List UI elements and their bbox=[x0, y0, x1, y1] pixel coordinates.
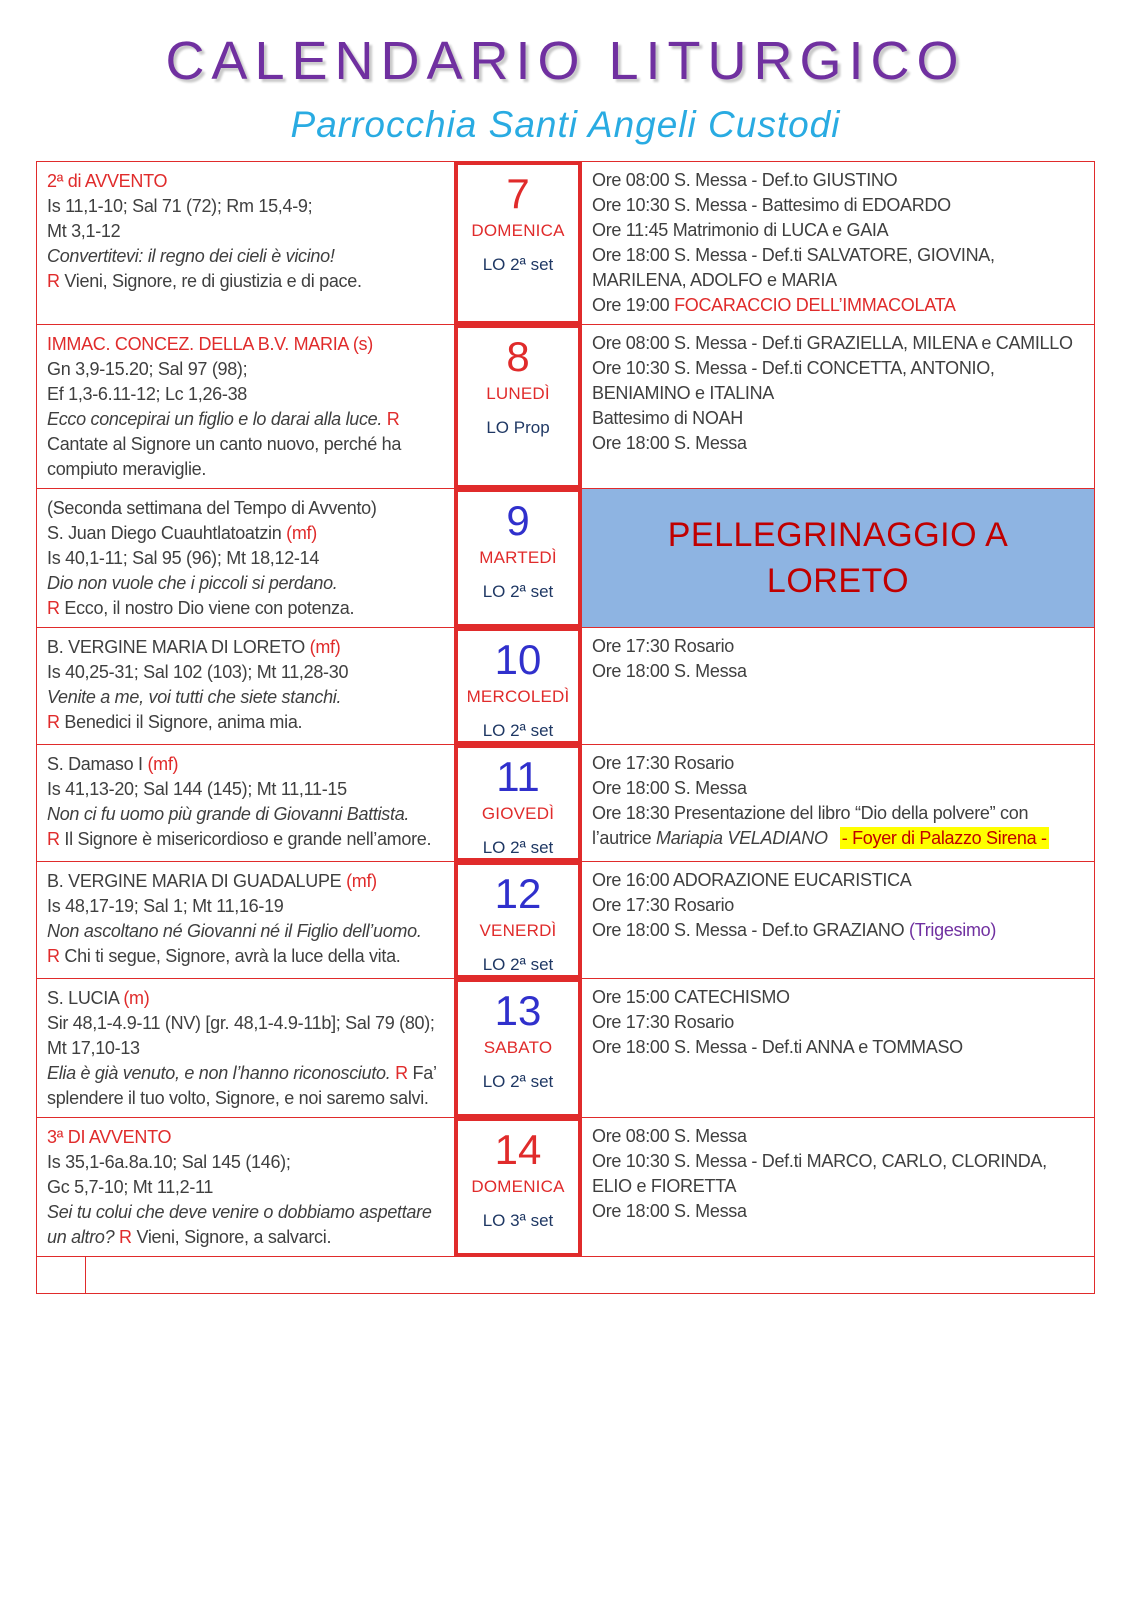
text-segment: Is 41,13-20; Sal 144 (145); Mt 11,11-15 bbox=[47, 779, 347, 799]
event-line bbox=[592, 659, 1090, 684]
liturgy-line bbox=[47, 1175, 448, 1200]
liturgy-line bbox=[47, 194, 448, 219]
liturgy-line bbox=[47, 752, 448, 777]
weekday-label: VENERDÌ bbox=[479, 921, 557, 940]
parish-subtitle: Parrocchia Santi Angeli Custodi bbox=[290, 104, 841, 145]
text-segment: Non ascoltano né Giovanni né il Figlio dell’uomo. bbox=[47, 921, 422, 941]
events-cell bbox=[582, 978, 1095, 1118]
liturgy-line bbox=[47, 660, 448, 685]
text-segment: R bbox=[47, 598, 60, 618]
text-segment: Sir 48,1-4.9-11 (NV) [gr. 48,1-4.9-11b]; Sal 79 (80); bbox=[47, 1013, 435, 1033]
location-highlight: - Foyer di Palazzo Sirena - bbox=[841, 828, 1047, 848]
liturgy-line bbox=[47, 357, 448, 382]
event-line bbox=[592, 1199, 1090, 1224]
day-number: 8 bbox=[506, 333, 530, 380]
day-cell bbox=[454, 627, 582, 745]
weekday-label: SABATO bbox=[483, 1038, 553, 1057]
liturgy-cell bbox=[36, 978, 454, 1118]
liturgy-line bbox=[47, 496, 448, 521]
liturgy-line bbox=[47, 919, 448, 944]
text-segment: Is 40,25-31; Sal 102 (103); Mt 11,28-30 bbox=[47, 662, 349, 682]
text-segment: Mt 17,10-13 bbox=[47, 1038, 140, 1058]
event-line bbox=[592, 1035, 1090, 1060]
weekday-label: GIOVEDÌ bbox=[481, 804, 555, 823]
event-line bbox=[592, 1010, 1090, 1035]
lo-label: LO 2ª set bbox=[482, 955, 554, 974]
day-cell bbox=[454, 978, 582, 1118]
text-segment: B. VERGINE MARIA DI LORETO bbox=[47, 637, 310, 657]
text-segment: R bbox=[47, 946, 60, 966]
liturgy-cell bbox=[36, 861, 454, 979]
text-segment: (mf) bbox=[346, 871, 377, 891]
liturgy-line bbox=[47, 894, 448, 919]
liturgy-cell bbox=[36, 744, 454, 862]
text-segment: Is 48,17-19; Sal 1; Mt 11,16-19 bbox=[47, 896, 284, 916]
liturgy-line bbox=[47, 1200, 448, 1250]
lo-label: LO 2ª set bbox=[482, 721, 554, 740]
liturgy-line bbox=[47, 986, 448, 1011]
liturgy-line bbox=[47, 269, 448, 294]
text-segment: Ore 15:00 CATECHISMO bbox=[592, 987, 790, 1007]
liturgy-line bbox=[47, 407, 448, 482]
liturgy-line bbox=[47, 571, 448, 596]
weekday-label: MARTEDÌ bbox=[479, 548, 557, 567]
calendar-row-day-12 bbox=[36, 861, 1095, 979]
event-line bbox=[592, 293, 1090, 318]
text-segment: Ore 10:30 S. Messa - Def.ti CONCETTA, ANTONIO, BENIAMINO e ITALINA bbox=[592, 358, 995, 403]
liturgy-cell bbox=[36, 161, 454, 325]
event-line bbox=[592, 751, 1090, 776]
page-header bbox=[0, 0, 1131, 146]
event-line bbox=[592, 356, 1090, 406]
liturgy-line bbox=[47, 244, 448, 269]
liturgy-line bbox=[47, 685, 448, 710]
liturgy-line bbox=[47, 332, 448, 357]
day-number: 13 bbox=[494, 987, 542, 1034]
day-number: 12 bbox=[494, 870, 542, 917]
event-line bbox=[592, 918, 1090, 943]
weekday-label: DOMENICA bbox=[471, 1177, 565, 1196]
text-segment: Chi ti segue, Signore, avrà la luce della vita. bbox=[59, 946, 401, 966]
liturgy-line bbox=[47, 869, 448, 894]
events-cell bbox=[582, 161, 1095, 325]
liturgy-line bbox=[47, 546, 448, 571]
text-segment: (mf) bbox=[309, 637, 341, 657]
text-segment: R bbox=[390, 1063, 408, 1083]
liturgy-cell bbox=[36, 488, 454, 628]
calendar-row-day-9 bbox=[36, 488, 1095, 628]
liturgy-cell bbox=[36, 627, 454, 745]
lo-label: LO 2ª set bbox=[482, 582, 554, 601]
day-number: 10 bbox=[494, 636, 542, 683]
liturgy-line bbox=[47, 635, 448, 660]
text-segment: Ore 18:00 S. Messa - Def.ti SALVATORE, GIOVINA, MARILENA, ADOLFO e MARIA bbox=[592, 245, 995, 290]
calendar-row-day-10 bbox=[36, 627, 1095, 745]
day-cell bbox=[454, 488, 582, 628]
weekday-label: MERCOLEDÌ bbox=[466, 687, 570, 706]
text-segment: B. VERGINE MARIA DI GUADALUPE bbox=[47, 871, 347, 891]
calendar-row-day-13 bbox=[36, 978, 1095, 1118]
text-segment: Ore 08:00 S. Messa bbox=[592, 1126, 747, 1146]
text-segment: Gc 5,7-10; Mt 11,2-11 bbox=[47, 1177, 214, 1197]
calendar-row-day-8 bbox=[36, 324, 1095, 489]
day-cell bbox=[454, 861, 582, 979]
liturgy-cell bbox=[36, 324, 454, 489]
event-line bbox=[592, 243, 1090, 293]
text-segment: Ore 18:00 S. Messa bbox=[592, 778, 747, 798]
text-segment: Is 35,1-6a.8a.10; Sal 145 (146); bbox=[47, 1152, 291, 1172]
text-segment: Is 40,1-11; Sal 95 (96); Mt 18,12-14 bbox=[47, 548, 320, 568]
text-segment: R bbox=[47, 829, 60, 849]
text-segment: Ore 10:30 S. Messa - Battesimo di EDOARDO bbox=[592, 195, 951, 215]
liturgy-line bbox=[47, 944, 448, 969]
text-segment: Ore 18:30 Presentazione del libro “Dio della polvere” con l’autrice bbox=[592, 803, 1029, 848]
text-segment: Ore 16:00 ADORAZIONE EUCARISTICA bbox=[592, 870, 912, 890]
event-line bbox=[592, 406, 1090, 431]
text-segment: S. Damaso I bbox=[47, 754, 148, 774]
text-segment: 3ª DI AVVENTO bbox=[47, 1127, 172, 1147]
lo-label: LO 2ª set bbox=[482, 838, 554, 857]
liturgy-line bbox=[47, 802, 448, 827]
banner-line: PELLEGRINAGGIO A bbox=[667, 516, 1009, 554]
text-segment: Battesimo di NOAH bbox=[592, 408, 743, 428]
events-cell bbox=[582, 324, 1095, 489]
footer-cell-large bbox=[86, 1256, 1095, 1294]
calendar-row-day-7 bbox=[36, 161, 1095, 325]
liturgy-line bbox=[47, 710, 448, 735]
text-segment: Ore 10:30 S. Messa - Def.ti MARCO, CARLO, CLORINDA, ELIO e FIORETTA bbox=[592, 1151, 1047, 1196]
text-segment: Ecco, il nostro Dio viene con potenza. bbox=[59, 598, 355, 618]
text-segment: Is 11,1-10; Sal 71 (72); Rm 15,4-9; bbox=[47, 196, 313, 216]
event-line bbox=[592, 634, 1090, 659]
liturgy-line bbox=[47, 596, 448, 621]
liturgy-line bbox=[47, 521, 448, 546]
events-cell bbox=[582, 744, 1095, 862]
text-segment: Dio non vuole che i piccoli si perdano. bbox=[47, 573, 338, 593]
event-line bbox=[592, 331, 1090, 356]
text-segment: R bbox=[114, 1227, 132, 1247]
text-segment: (mf) bbox=[147, 754, 179, 774]
text-segment: R bbox=[382, 409, 400, 429]
text-segment: (m) bbox=[123, 988, 150, 1008]
liturgy-line bbox=[47, 382, 448, 407]
text-segment: Ore 18:00 S. Messa - Def.to GRAZIANO bbox=[592, 920, 910, 940]
text-segment: FOCARACCIO DELL’IMMACOLATA bbox=[674, 295, 956, 315]
text-segment: Ore 18:00 S. Messa - Def.ti ANNA e TOMMASO bbox=[592, 1037, 963, 1057]
text-segment: S. Juan Diego Cuauhtlatoatzin bbox=[47, 523, 287, 543]
liturgy-line bbox=[47, 169, 448, 194]
text-segment: Il Signore è misericordioso e grande nell’amore. bbox=[59, 829, 432, 849]
text-segment: Benedici il Signore, anima mia. bbox=[59, 712, 303, 732]
event-line bbox=[592, 985, 1090, 1010]
text-segment: Vieni, Signore, re di giustizia e di pace. bbox=[59, 271, 362, 291]
text-segment: Ore 19:00 bbox=[592, 295, 675, 315]
text-segment: Ore 17:30 Rosario bbox=[592, 753, 734, 773]
text-segment: Non ci fu uomo più grande di Giovanni Battista. bbox=[47, 804, 410, 824]
text-segment: Venite a me, voi tutti che siete stanchi. bbox=[47, 687, 342, 707]
pellegrinaggio-banner bbox=[582, 488, 1095, 628]
liturgy-cell bbox=[36, 1117, 454, 1257]
text-segment: Ore 17:30 Rosario bbox=[592, 895, 734, 915]
liturgy-line bbox=[47, 1125, 448, 1150]
weekday-label: LUNEDÌ bbox=[486, 384, 550, 403]
day-cell bbox=[454, 1117, 582, 1257]
day-cell bbox=[454, 744, 582, 862]
event-line bbox=[592, 868, 1090, 893]
calendar-row-day-14 bbox=[36, 1117, 1095, 1257]
lo-label: LO 2ª set bbox=[482, 1072, 554, 1091]
text-segment: Mt 3,1-12 bbox=[47, 221, 121, 241]
text-segment: IMMAC. CONCEZ. DELLA B.V. MARIA (s) bbox=[47, 334, 373, 354]
text-segment: Ore 18:00 S. Messa bbox=[592, 1201, 747, 1221]
liturgy-line bbox=[47, 1011, 448, 1036]
liturgy-line bbox=[47, 1036, 448, 1061]
text-segment: (Trigesimo) bbox=[909, 920, 997, 940]
day-number: 11 bbox=[496, 753, 540, 800]
text-segment: Ore 08:00 S. Messa - Def.ti GRAZIELLA, MILENA e CAMILLO bbox=[592, 333, 1073, 353]
calendar-row-day-11 bbox=[36, 744, 1095, 862]
day-number: 14 bbox=[494, 1126, 542, 1173]
event-line bbox=[592, 1124, 1090, 1149]
liturgy-line bbox=[47, 1150, 448, 1175]
footer-row bbox=[36, 1256, 1095, 1294]
liturgy-line bbox=[47, 777, 448, 802]
text-segment: Ore 11:45 Matrimonio di LUCA e GAIA bbox=[592, 220, 889, 240]
day-cell bbox=[454, 161, 582, 325]
text-segment: Cantate al Signore un canto nuovo, perché ha compiuto meraviglie. bbox=[47, 434, 402, 479]
text-segment: Elia è già venuto, e non l’hanno riconosciuto. bbox=[47, 1063, 391, 1083]
text-segment: Gn 3,9-15.20; Sal 97 (98); bbox=[47, 359, 248, 379]
event-line bbox=[592, 893, 1090, 918]
day-number: 7 bbox=[506, 170, 530, 217]
day-number: 9 bbox=[506, 497, 530, 544]
text-segment: Ore 18:00 S. Messa bbox=[592, 433, 747, 453]
text-segment: 2ª di AVVENTO bbox=[47, 171, 168, 191]
events-cell bbox=[582, 627, 1095, 745]
text-segment: Vieni, Signore, a salvarci. bbox=[131, 1227, 332, 1247]
liturgy-line bbox=[47, 1061, 448, 1111]
event-line bbox=[592, 168, 1090, 193]
event-line bbox=[592, 776, 1090, 801]
lo-label: LO Prop bbox=[486, 418, 550, 437]
weekday-label: DOMENICA bbox=[471, 221, 565, 240]
page-title: CALENDARIO LITURGICO bbox=[165, 31, 966, 91]
event-line bbox=[592, 801, 1090, 851]
liturgy-line bbox=[47, 827, 448, 852]
text-segment: Ecco concepirai un figlio e lo darai alla luce. bbox=[47, 409, 383, 429]
text-segment: Ore 17:30 Rosario bbox=[592, 1012, 734, 1032]
text-segment: (mf) bbox=[286, 523, 317, 543]
events-cell bbox=[582, 1117, 1095, 1257]
event-line bbox=[592, 218, 1090, 243]
events-cell bbox=[582, 861, 1095, 979]
event-line bbox=[592, 193, 1090, 218]
text-segment: R bbox=[47, 271, 60, 291]
footer-cell-small bbox=[36, 1256, 86, 1294]
text-segment: Ore 08:00 S. Messa - Def.to GIUSTINO bbox=[592, 170, 898, 190]
text-segment: Ef 1,3-6.11-12; Lc 1,26-38 bbox=[47, 384, 248, 404]
liturgy-line bbox=[47, 219, 448, 244]
banner-line: LORETO bbox=[766, 562, 910, 600]
text-segment: Fa’ splendere il tuo volto, Signore, e noi saremo salvi. bbox=[47, 1063, 436, 1108]
event-line bbox=[592, 431, 1090, 456]
lo-label: LO 2ª set bbox=[482, 255, 554, 274]
text-segment: Ore 17:30 Rosario bbox=[592, 636, 734, 656]
text-segment: Sei tu colui che deve venire o dobbiamo aspettare un altro? bbox=[47, 1202, 432, 1247]
text-segment: (Seconda settimana del Tempo di Avvento) bbox=[47, 498, 377, 518]
text-segment: R bbox=[47, 712, 60, 732]
event-line bbox=[592, 1149, 1090, 1199]
text-segment: Mariapia VELADIANO bbox=[656, 828, 828, 848]
calendar-table bbox=[36, 161, 1095, 1294]
text-segment: Convertitevi: il regno dei cieli è vicino! bbox=[47, 246, 335, 266]
text-segment: Ore 18:00 S. Messa bbox=[592, 661, 747, 681]
day-cell bbox=[454, 324, 582, 489]
text-segment: S. LUCIA bbox=[47, 988, 124, 1008]
lo-label: LO 3ª set bbox=[482, 1211, 554, 1230]
